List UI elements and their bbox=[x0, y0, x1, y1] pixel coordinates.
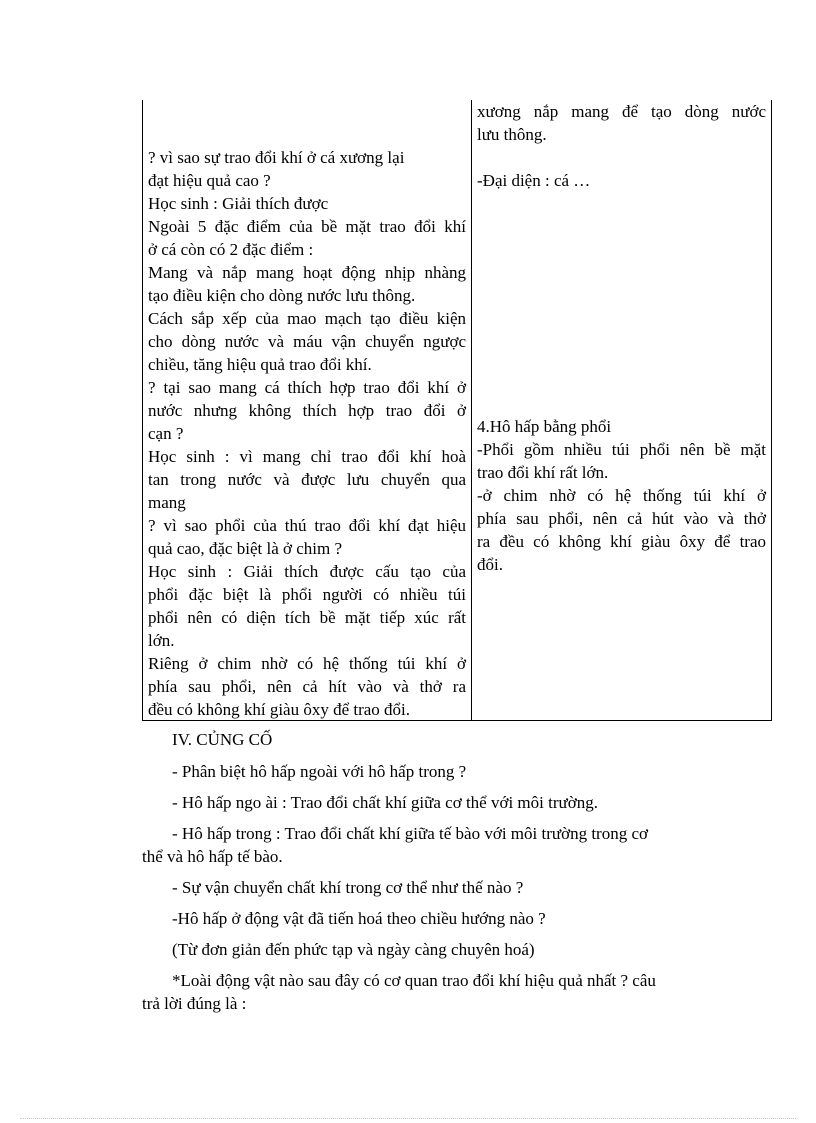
answer-text: tạo điều kiện cho dòng nước lưu thông. bbox=[148, 286, 416, 305]
question-text: nước nhưng không thích hợp trao đổi ở bbox=[148, 401, 466, 420]
answer-text: Học sinh : Giải thích được bbox=[148, 194, 329, 213]
blank-line bbox=[477, 146, 766, 169]
blank-space bbox=[477, 192, 766, 415]
content-text: -Phổi gồm nhiều túi phổi nên bề mặt bbox=[477, 440, 766, 459]
answer-text: Cách sắp xếp của mao mạch tạo điều kiện bbox=[148, 309, 466, 328]
answer-text: đều có không khí giàu ôxy để trao đổi. bbox=[148, 700, 411, 719]
review-item: - Hô hấp trong : Trao đổi chất khí giữa tế bào với môi trường trong cơ bbox=[172, 824, 648, 843]
teacher-student-column bbox=[148, 100, 466, 721]
answer-text: phổi nên có diện tích bề mặt tiếp xúc rất bbox=[148, 608, 466, 627]
blank-line bbox=[148, 123, 466, 146]
review-item: *Loài động vật nào sau đây có cơ quan trao đổi khí hiệu quả nhất ? câu bbox=[172, 971, 656, 990]
content-text: phía sau phổi, nên cả hút vào và thở bbox=[477, 509, 766, 528]
section-heading: IV. CỦNG CỐ bbox=[172, 730, 273, 749]
content-text: -Đại diện : cá … bbox=[477, 171, 591, 190]
content-text: đổi. bbox=[477, 555, 503, 574]
lesson-table bbox=[142, 100, 772, 721]
review-item: (Từ đơn giản đến phức tạp và ngày càng chuyên hoá) bbox=[172, 940, 535, 959]
answer-text: ở cá còn có 2 đặc điểm : bbox=[148, 240, 314, 259]
answer-text: tan trong nước và được lưu chuyển qua bbox=[148, 470, 466, 489]
answer-text: phía sau phổi, nên cả hít vào và thở ra bbox=[148, 677, 466, 696]
content-text: trao đổi khí rất lớn. bbox=[477, 463, 609, 482]
answer-text: chiều, tăng hiệu quả trao đổi khí. bbox=[148, 355, 372, 374]
content-text: -ở chim nhờ có hệ thống túi khí ở bbox=[477, 486, 766, 505]
answer-text: cho dòng nước và máu vận chuyển ngược bbox=[148, 332, 466, 351]
answer-text: phổi đặc biệt là phổi người có nhiều túi bbox=[148, 585, 466, 604]
answer-text: Mang và nắp mang hoạt động nhịp nhàng bbox=[148, 263, 466, 282]
review-item-continuation: thể và hô hấp tế bào. bbox=[142, 847, 283, 866]
review-item-continuation: trả lời đúng là : bbox=[142, 994, 247, 1013]
question-text: quả cao, đặc biệt là ở chim ? bbox=[148, 539, 343, 558]
answer-text: Riêng ở chim nhờ có hệ thống túi khí ở bbox=[148, 654, 466, 673]
answer-text: Học sinh : Giải thích được cấu tạo của bbox=[148, 562, 466, 581]
content-text: lưu thông. bbox=[477, 125, 547, 144]
answer-text: mang bbox=[148, 493, 186, 512]
question-text: cạn ? bbox=[148, 424, 184, 443]
review-item: - Hô hấp ngo ài : Trao đổi chất khí giữa cơ thể với môi trường. bbox=[172, 793, 598, 812]
content-text: ra đều có không khí giàu ôxy để trao bbox=[477, 532, 766, 551]
answer-text: Học sinh : vì mang chỉ trao đổi khí hoà bbox=[148, 447, 466, 466]
review-item: - Sự vận chuyển chất khí trong cơ thể như thế nào ? bbox=[172, 878, 524, 897]
section-title: 4.Hô hấp bằng phổi bbox=[477, 417, 612, 436]
question-text: ? tại sao mang cá thích hợp trao đổi khí ở bbox=[148, 378, 466, 397]
question-text: ? vì sao phổi của thú trao đổi khí đạt hiệu bbox=[148, 516, 466, 535]
review-item: - Phân biệt hô hấp ngoài với hô hấp trong ? bbox=[172, 762, 467, 781]
blank-line bbox=[148, 100, 466, 123]
column-divider bbox=[471, 100, 472, 720]
answer-text: lớn. bbox=[148, 631, 175, 650]
question-text: đạt hiệu quả cao ? bbox=[148, 171, 271, 190]
question-text: ? vì sao sự trao đổi khí ở cá xương lại bbox=[148, 148, 405, 167]
page-bottom-rule bbox=[20, 1118, 796, 1119]
content-column bbox=[477, 100, 766, 576]
content-text: xương nắp mang để tạo dòng nước bbox=[477, 102, 766, 121]
review-item: -Hô hấp ở động vật đã tiến hoá theo chiều hướng nào ? bbox=[172, 909, 546, 928]
answer-text: Ngoài 5 đặc điểm của bề mặt trao đổi khí bbox=[148, 217, 466, 236]
